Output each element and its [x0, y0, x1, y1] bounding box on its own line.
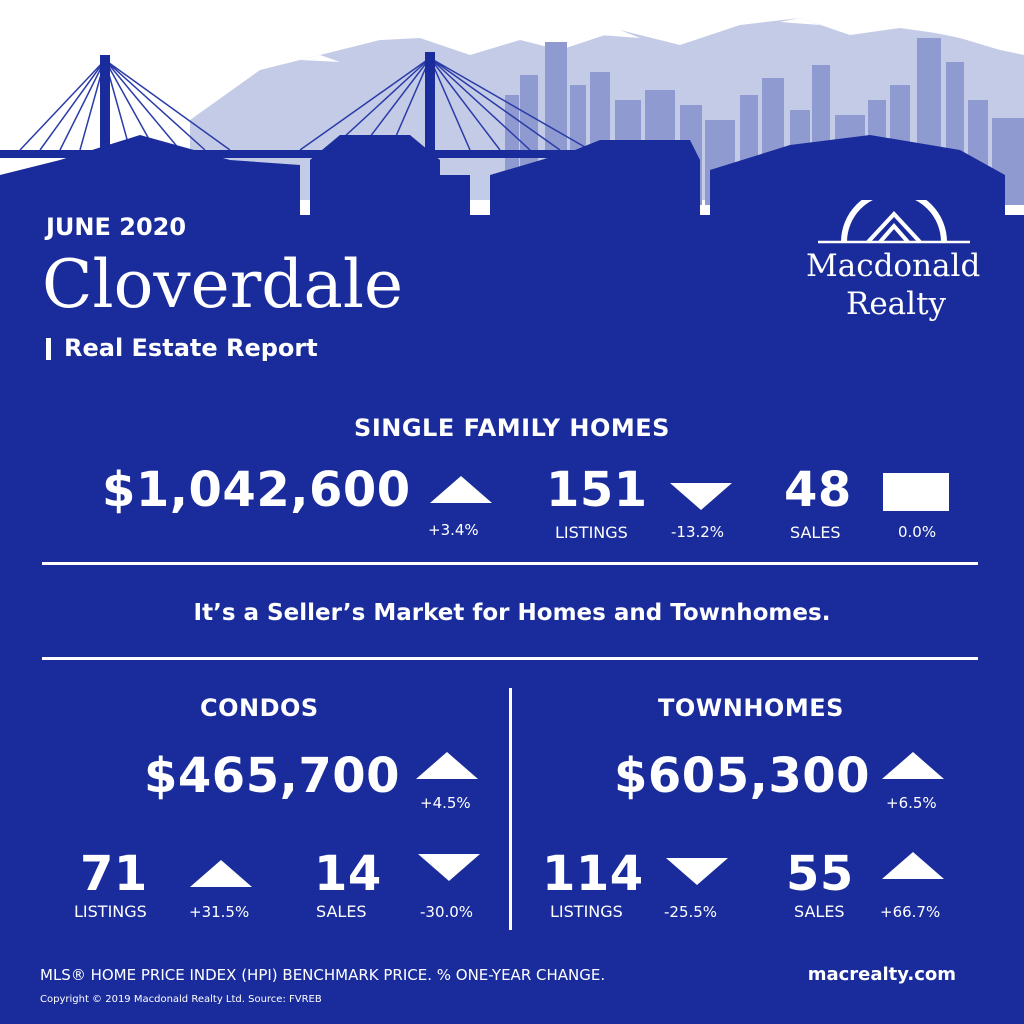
divider-top	[42, 562, 978, 565]
sfh-price-change: +3.4%	[428, 521, 479, 539]
condos-heading: CONDOS	[200, 694, 319, 722]
condos-price-up-icon	[416, 752, 478, 779]
condos-listings-up-icon	[190, 860, 252, 887]
sfh-price: $1,042,600	[102, 462, 411, 518]
townhomes-listings-down-icon	[666, 858, 728, 885]
condos-listings-change: +31.5%	[189, 903, 250, 921]
condos-price: $465,700	[144, 748, 401, 804]
townhomes-sales-change: +66.7%	[880, 903, 941, 921]
condos-listings: 71	[80, 846, 148, 902]
condos-sales-down-icon	[418, 854, 480, 881]
report-date: JUNE 2020	[46, 213, 187, 241]
sfh-sales-change: 0.0%	[898, 523, 937, 541]
sfh-listings-change: -13.2%	[671, 523, 725, 541]
sfh-price-up-icon	[430, 476, 492, 503]
sunburst-logo-icon	[808, 200, 980, 248]
city-title: Cloverdale	[42, 246, 404, 323]
sfh-sales-label: SALES	[790, 523, 841, 542]
divider-vertical	[509, 688, 512, 930]
sfh-listings: 151	[546, 462, 648, 518]
single-family-heading: SINGLE FAMILY HOMES	[354, 414, 670, 442]
footer-note: MLS® HOME PRICE INDEX (HPI) BENCHMARK PRICE. % ONE-YEAR CHANGE.	[40, 966, 606, 984]
townhomes-listings-change: -25.5%	[664, 903, 718, 921]
townhomes-price-up-icon	[882, 752, 944, 779]
logo-line1: Macdonald	[806, 248, 981, 284]
sfh-listings-label: LISTINGS	[555, 523, 628, 542]
townhomes-heading: TOWNHOMES	[658, 694, 844, 722]
townhomes-sales-up-icon	[882, 852, 944, 879]
website-link[interactable]: macrealty.com	[807, 964, 956, 985]
copyright: Copyright © 2019 Macdonald Realty Ltd. Source: FVREB	[40, 994, 322, 1005]
logo-line2: Realty	[846, 286, 947, 322]
condos-sales-change: -30.0%	[420, 903, 474, 921]
subtitle-bar	[46, 338, 51, 360]
divider-middle	[42, 657, 978, 660]
report-subtitle: Real Estate Report	[64, 334, 318, 362]
sfh-listings-down-icon	[670, 483, 732, 510]
townhomes-sales: 55	[786, 846, 854, 902]
sfh-sales-flat-icon	[883, 473, 949, 511]
townhomes-listings: 114	[542, 846, 644, 902]
condos-sales-label: SALES	[316, 902, 367, 921]
market-note: It’s a Seller’s Market for Homes and Townhomes.	[193, 600, 831, 626]
sfh-sales: 48	[784, 462, 852, 518]
townhomes-price: $605,300	[614, 748, 871, 804]
townhomes-price-change: +6.5%	[886, 794, 937, 812]
condos-sales: 14	[314, 846, 382, 902]
townhomes-sales-label: SALES	[794, 902, 845, 921]
condos-listings-label: LISTINGS	[74, 902, 147, 921]
townhomes-listings-label: LISTINGS	[550, 902, 623, 921]
condos-price-change: +4.5%	[420, 794, 471, 812]
